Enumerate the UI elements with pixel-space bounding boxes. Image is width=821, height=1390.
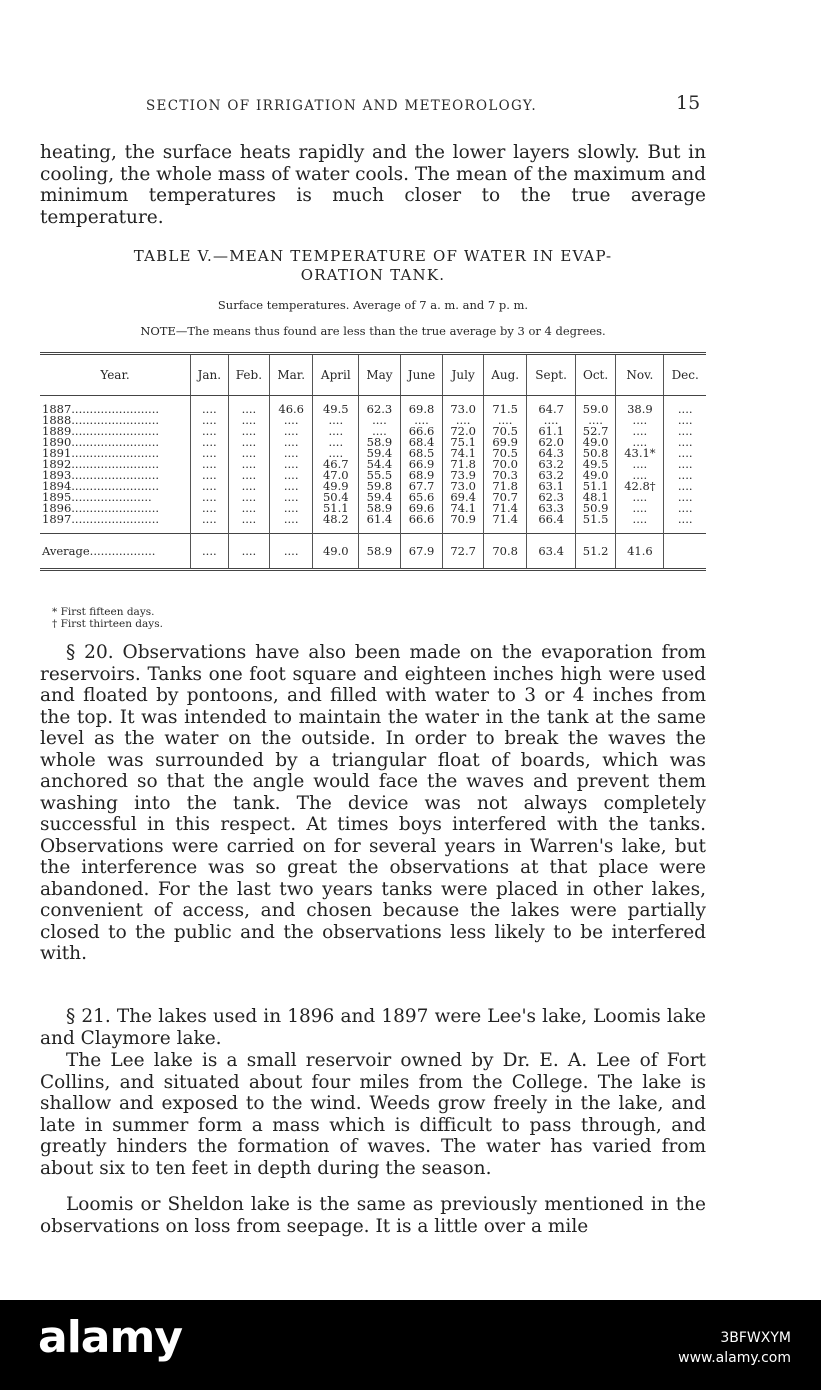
table-cell: 54.4	[359, 459, 400, 470]
table-cell: ....	[313, 448, 359, 459]
table-cell: ....	[664, 448, 706, 459]
table-cell: ....	[664, 503, 706, 514]
table-cell: 66.9	[400, 459, 443, 470]
row-year: 1894........................	[42, 479, 159, 493]
table-cell: ....	[359, 426, 400, 437]
table-cell: ....	[228, 396, 269, 416]
table-cell: ....	[664, 492, 706, 503]
table-cell: 71.8	[483, 481, 527, 492]
table-cell: ....	[664, 426, 706, 437]
table-cell: 71.5	[483, 396, 527, 416]
table-cell: 67.7	[400, 481, 443, 492]
table-cell: ....	[228, 437, 269, 448]
average-cell: 51.2	[575, 534, 615, 570]
table-cell: 59.8	[359, 481, 400, 492]
table-cell: 70.5	[483, 426, 527, 437]
table-cell: 63.1	[527, 481, 575, 492]
table-header-row	[40, 354, 706, 396]
row-year: 1893........................	[42, 468, 159, 482]
page-number: 15	[676, 92, 701, 114]
table-cell: 51.5	[575, 514, 615, 534]
image-id: 3BFWXYM	[720, 1330, 791, 1346]
table-cell: 61.1	[527, 426, 575, 437]
stock-watermark-bar	[0, 1300, 821, 1390]
table-cell: 46.7	[313, 459, 359, 470]
row-year: 1895......................	[42, 490, 152, 504]
table-cell: ....	[313, 437, 359, 448]
table-cell: ....	[228, 426, 269, 437]
section-21-paragraph: § 21. The lakes used in 1896 and 1897 were Lee's lake, Loomis lake and Claymore lake.	[40, 1006, 706, 1049]
row-year: 1889........................	[42, 424, 159, 438]
running-head	[0, 92, 821, 120]
column-header: April	[313, 354, 359, 396]
table-cell: ....	[443, 415, 483, 426]
table-cell: ....	[191, 415, 229, 426]
table-cell: ....	[228, 470, 269, 481]
table-cell: 66.6	[400, 426, 443, 437]
table-cell: 63.2	[527, 470, 575, 481]
table-cell: 42.8†	[616, 481, 664, 492]
table-cell: 71.8	[443, 459, 483, 470]
table-cell: 38.9	[616, 396, 664, 416]
watermark-site: www.alamy.com	[678, 1350, 791, 1366]
table-cell: 46.6	[270, 396, 313, 416]
table-cell: 65.6	[400, 492, 443, 503]
table-cell: ....	[228, 415, 269, 426]
table-cell: ....	[191, 437, 229, 448]
row-year: 1896........................	[42, 501, 159, 515]
table-cell: ....	[228, 492, 269, 503]
table-body	[40, 396, 706, 534]
table-cell: ....	[664, 396, 706, 416]
alamy-logo: alamy	[38, 1312, 182, 1363]
table-cell: ....	[191, 492, 229, 503]
table-cell: 63.3	[527, 503, 575, 514]
table-cell: 73.0	[443, 396, 483, 416]
average-cell: ....	[228, 534, 269, 570]
table-cell: ....	[359, 415, 400, 426]
table-cell: ....	[270, 426, 313, 437]
column-header: Sept.	[527, 354, 575, 396]
column-header: Oct.	[575, 354, 615, 396]
row-year: 1892........................	[42, 457, 159, 471]
table-cell: ....	[191, 481, 229, 492]
table-cell: 70.0	[483, 459, 527, 470]
table-cell: ....	[228, 459, 269, 470]
table-cell: 43.1*	[616, 448, 664, 459]
table-cell: 62.0	[527, 437, 575, 448]
table-cell: 64.7	[527, 396, 575, 416]
average-cell: ....	[270, 534, 313, 570]
table-cell: 59.4	[359, 492, 400, 503]
table-cell: 66.6	[400, 514, 443, 534]
row-year: 1890........................	[42, 435, 159, 449]
table-cell: 59.0	[575, 396, 615, 416]
table-cell: 66.4	[527, 514, 575, 534]
table-cell: 70.9	[443, 514, 483, 534]
table-cell: ....	[191, 426, 229, 437]
table-cell: ....	[270, 514, 313, 534]
table-cell: 68.4	[400, 437, 443, 448]
table-cell: ....	[575, 415, 615, 426]
column-header: June	[400, 354, 443, 396]
row-year: 1891........................	[42, 446, 159, 460]
column-header: Dec.	[664, 354, 706, 396]
row-year: 1897........................	[42, 512, 159, 526]
table-cell: 47.0	[313, 470, 359, 481]
table-cell: 68.5	[400, 448, 443, 459]
table-cell: ....	[270, 437, 313, 448]
table-cell: ....	[616, 503, 664, 514]
loomis-lake-paragraph: Loomis or Sheldon lake is the same as previously mentioned in the observations on loss from seepage. It is a little over a mile	[40, 1194, 706, 1237]
column-header: Aug.	[483, 354, 527, 396]
watermark-info	[678, 1328, 791, 1368]
table-cell: 74.1	[443, 503, 483, 514]
table-cell: ....	[270, 448, 313, 459]
table-cell: ....	[664, 470, 706, 481]
table-cell: 68.9	[400, 470, 443, 481]
table-cell: 58.9	[359, 503, 400, 514]
table-cell: ....	[616, 470, 664, 481]
table-cell: ....	[664, 481, 706, 492]
column-header: Mar.	[270, 354, 313, 396]
table-title	[40, 247, 706, 285]
table-cell: ....	[228, 514, 269, 534]
table-cell: ....	[228, 448, 269, 459]
table-cell: 50.4	[313, 492, 359, 503]
table-cell: 73.9	[443, 470, 483, 481]
table-cell: 62.3	[527, 492, 575, 503]
average-cell: 72.7	[443, 534, 483, 570]
table-cell: 51.1	[575, 481, 615, 492]
table-cell: ....	[400, 415, 443, 426]
average-cell: ....	[191, 534, 229, 570]
table-cell: ....	[191, 503, 229, 514]
table-cell: 70.5	[483, 448, 527, 459]
table-cell: 48.1	[575, 492, 615, 503]
column-header: Year.	[40, 354, 191, 396]
row-year: 1887........................	[42, 402, 159, 416]
table-cell: ....	[313, 415, 359, 426]
table-cell: 55.5	[359, 470, 400, 481]
table-cell: 59.4	[359, 448, 400, 459]
table-cell: 61.4	[359, 514, 400, 534]
average-cell: 58.9	[359, 534, 400, 570]
temperature-table	[40, 352, 706, 571]
table-cell: 51.1	[313, 503, 359, 514]
table-cell: ....	[270, 503, 313, 514]
table-cell: 58.9	[359, 437, 400, 448]
table-cell: 70.3	[483, 470, 527, 481]
table-cell: 74.1	[443, 448, 483, 459]
table-cell: 69.4	[443, 492, 483, 503]
table-cell: 49.0	[575, 437, 615, 448]
table-cell: ....	[313, 426, 359, 437]
table-cell: 72.0	[443, 426, 483, 437]
column-header: Nov.	[616, 354, 664, 396]
average-cell	[664, 534, 706, 570]
table-cell: 49.9	[313, 481, 359, 492]
table-cell: ....	[664, 514, 706, 534]
table-cell: 69.6	[400, 503, 443, 514]
table-cell: ....	[270, 492, 313, 503]
running-title: SECTION OF IRRIGATION AND METEOROLOGY.	[146, 98, 537, 114]
average-label: Average..................	[40, 534, 191, 570]
table-cell: 52.7	[575, 426, 615, 437]
table-cell: ....	[664, 437, 706, 448]
table-subtitle: Surface temperatures. Average of 7 a. m. and 7 p. m.	[217, 298, 529, 312]
table-cell: 71.4	[483, 503, 527, 514]
footnote-fifteen-days: * First fifteen days.	[52, 606, 155, 618]
average-cell: 49.0	[313, 534, 359, 570]
table-cell: ....	[270, 481, 313, 492]
table-cell: 69.9	[483, 437, 527, 448]
table-cell: ....	[616, 415, 664, 426]
table-cell: ....	[616, 459, 664, 470]
column-header: Feb.	[228, 354, 269, 396]
row-year: 1888........................	[42, 413, 159, 427]
table-row	[40, 514, 706, 534]
table-cell: ....	[228, 503, 269, 514]
table-cell: ....	[616, 437, 664, 448]
table-cell: ....	[270, 415, 313, 426]
table-cell: ....	[616, 492, 664, 503]
table-cell: 50.9	[575, 503, 615, 514]
table-cell: 64.3	[527, 448, 575, 459]
table-cell: ....	[527, 415, 575, 426]
table-cell: ....	[616, 514, 664, 534]
table-cell: ....	[664, 459, 706, 470]
table-cell: ....	[483, 415, 527, 426]
column-header: May	[359, 354, 400, 396]
average-cell: 70.8	[483, 534, 527, 570]
table-cell: 70.7	[483, 492, 527, 503]
table-cell: 75.1	[443, 437, 483, 448]
column-header: Jan.	[191, 354, 229, 396]
average-cell: 41.6	[616, 534, 664, 570]
table-cell: ....	[191, 448, 229, 459]
table-cell: 50.8	[575, 448, 615, 459]
lee-lake-paragraph: The Lee lake is a small reservoir owned by Dr. E. A. Lee of Fort Collins, and situated about four miles from the College. The lake is shallow and exposed to the wind. Weeds grow freely in the lake, and late in summer form a mass which is difficult to pass through, and greatly hinders the formation of waves. The water has varied from about six to ten feet in depth during the season.	[40, 1050, 706, 1179]
intro-paragraph: heating, the surface heats rapidly and the lower layers slowly. But in cooling, the whole mass of water cools. The mean of the maximum and minimum temperatures is much closer to the true average temperature.	[40, 142, 706, 228]
table-cell: ....	[191, 470, 229, 481]
table-cell: 63.2	[527, 459, 575, 470]
table-cell: ....	[270, 470, 313, 481]
section-20-paragraph: § 20. Observations have also been made on the evaporation from reservoirs. Tanks one foot square and eighteen inches high were used and floated by pontoons, and filled with water to 3 or 4 inches from the top. It was intended to maintain the water in the tank at the same level as the water on the outside. In order to break the waves the whole was surrounded by a triangular float of boards, which was anchored so that the angle would face the waves and prevent them washing into the tank. The device was not always completely successful in this respect. At times boys interfered with the tanks. Observations were carried on for several years in Warren's lake, but the interference was so great the observations at that place were abandoned. For the last two years tanks were placed in other lakes, convenient of access, and chosen because the lakes were partially closed to the public and the observations less likely to be interfered with.	[40, 642, 706, 964]
table-cell: 49.0	[575, 470, 615, 481]
table-cell: ....	[228, 481, 269, 492]
footnote-thirteen-days: † First thirteen days.	[52, 618, 163, 630]
temperature-table-container	[40, 352, 706, 571]
average-cell: 63.4	[527, 534, 575, 570]
table-cell: 49.5	[575, 459, 615, 470]
table-average-row	[40, 534, 706, 570]
table-cell: ....	[191, 396, 229, 416]
column-header: July	[443, 354, 483, 396]
table-cell: ....	[664, 415, 706, 426]
table-title-line-2: ORATION TANK.	[300, 266, 446, 284]
table-cell: ....	[191, 514, 229, 534]
table-cell: 71.4	[483, 514, 527, 534]
table-footnotes	[52, 606, 163, 630]
table-title-line-1: TABLE V.—MEAN TEMPERATURE OF WATER IN EVAP-	[133, 247, 613, 265]
average-cell: 67.9	[400, 534, 443, 570]
table-cell: 69.8	[400, 396, 443, 416]
table-cell: 73.0	[443, 481, 483, 492]
table-cell: ....	[270, 459, 313, 470]
table-cell: 62.3	[359, 396, 400, 416]
table-cell: ....	[191, 459, 229, 470]
table-note: NOTE—The means thus found are less than the true average by 3 or 4 degrees.	[140, 324, 606, 338]
table-cell: 49.5	[313, 396, 359, 416]
table-cell: 48.2	[313, 514, 359, 534]
table-cell: ....	[616, 426, 664, 437]
